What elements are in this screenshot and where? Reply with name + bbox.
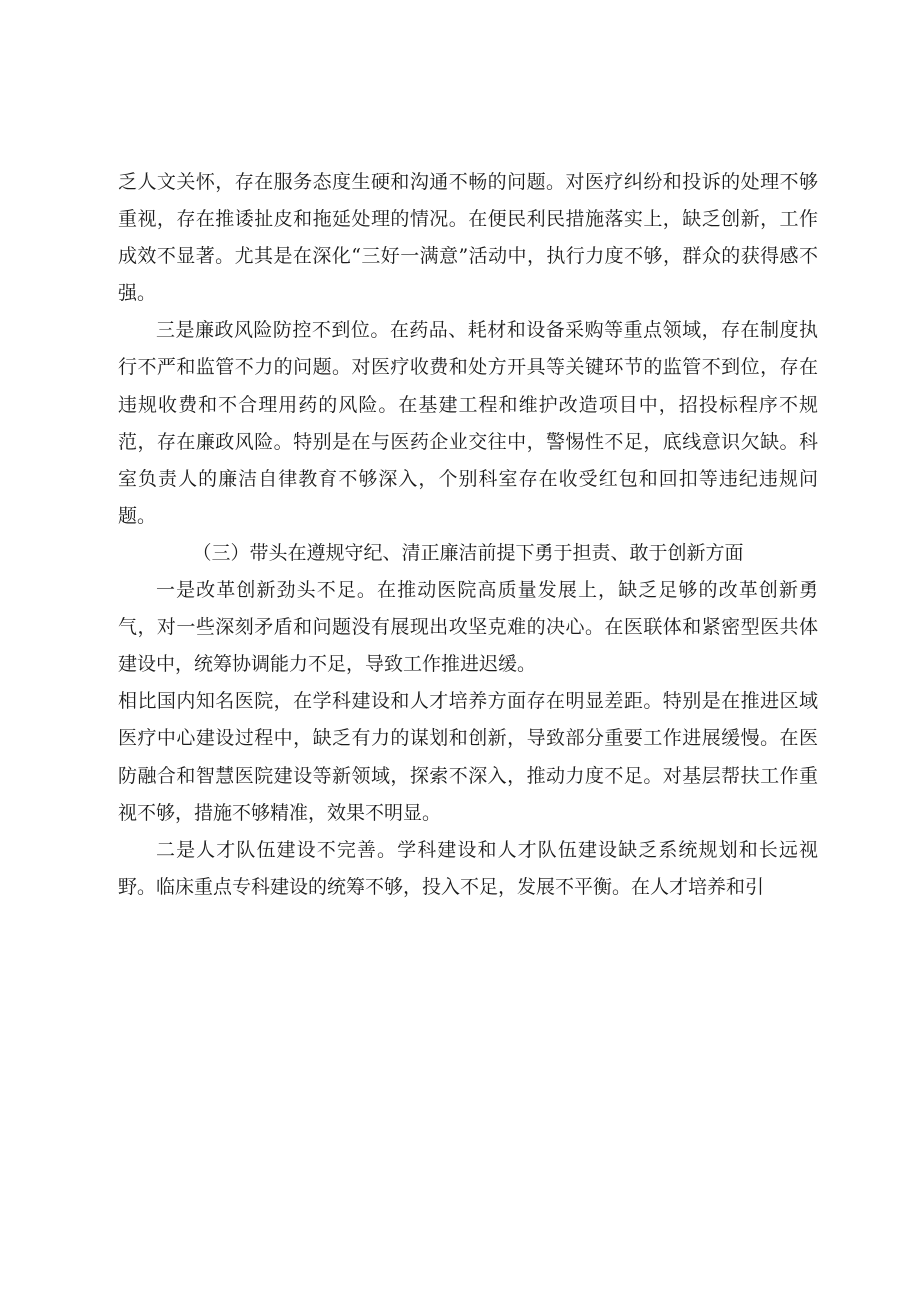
paragraph-talent-team: 二是人才队伍建设不完善。学科建设和人才队伍建设缺乏系统规划和长远视野。临床重点专科建设的统筹不够，投入不足，发展不平衡。在人才培养和引 (118, 838, 818, 898)
document-body (118, 164, 818, 906)
paragraph-service-attitude: 乏人文关怀，存在服务态度生硬和沟通不畅的问题。对医疗纠纷和投诉的处理不够重视，存在推诿扯皮和拖延处理的情况。在便民利民措施落实上，缺乏创新，工作成效不显著。尤其是在深化“三好一满意”活动中，执行力度不够，群众的获得感不强。 (118, 171, 818, 305)
paragraph-integrity-risk: 三是廉政风险防控不到位。在药品、耗材和设备采购等重点领域，存在制度执行不严和监管不力的问题。对医疗收费和处方开具等关键环节的监管不到位，存在违规收费和不合理用药的风险。在基建工程和维护改造项目中，招投标程序不规范，存在廉政风险。特别是在与医药企业交往中，警惕性不足，底线意识欠缺。科室负责人的廉洁自律教育不够深入，个别科室存在收受红包和回扣等违纪违规问题。 (118, 319, 818, 527)
paragraph-discipline-gap: 相比国内知名医院，在学科建设和人才培养方面存在明显差距。特别是在推进区域医疗中心建设过程中，缺乏有力的谋划和创新，导致部分重要工作进展缓慢。在医防融合和智慧医院建设等新领域，探索不深入，推动力度不足。对基层帮扶工作重视不够，措施不够精准，效果不明显。 (118, 690, 818, 824)
section-heading-innovation: （三）带头在遵规守纪、清正廉洁前提下勇于担责、敢于创新方面 (192, 541, 744, 564)
paragraph-reform-innovation: 一是改革创新劲头不足。在推动医院高质量发展上，缺乏足够的改革创新勇气，对一些深刻矛盾和问题没有展现出攻坚克难的决心。在医联体和紧密型医共体建设中，统筹协调能力不足，导致工作推进迟缓。 (118, 579, 818, 676)
